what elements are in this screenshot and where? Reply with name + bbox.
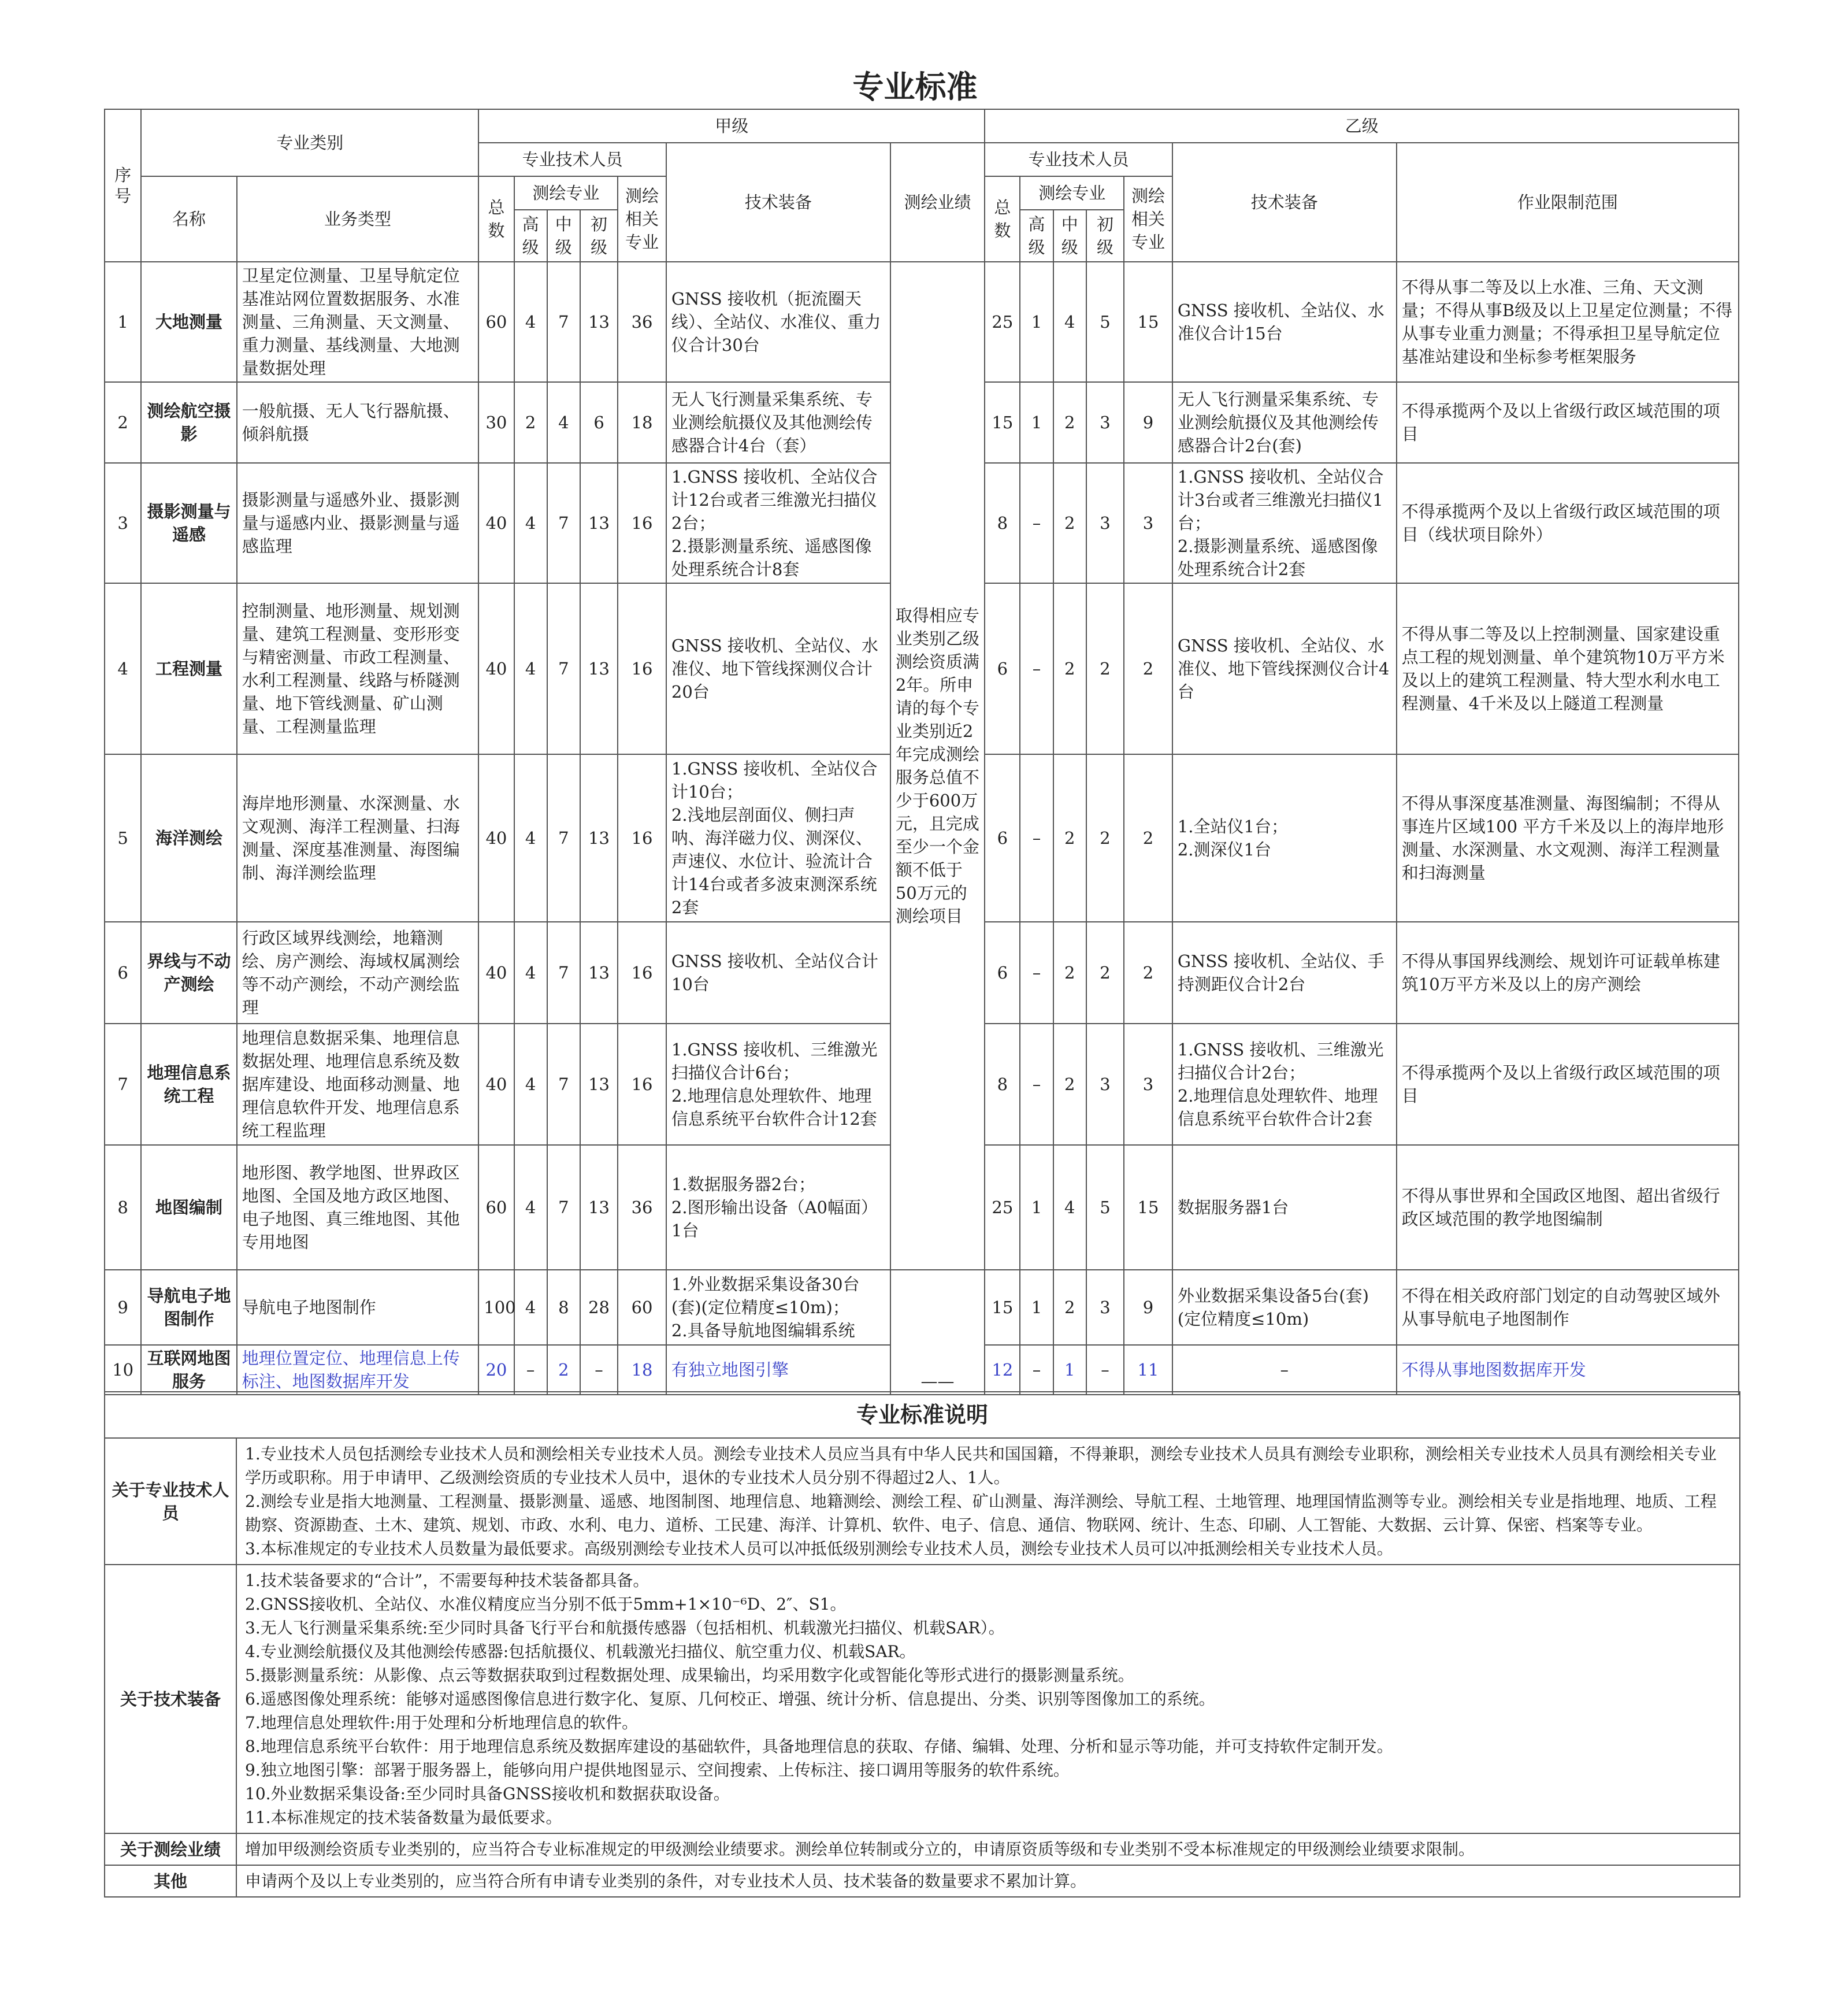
yi-equipment: 1.GNSS 接收机、三维激光扫描仪合计2台； 2.地理信息处理软件、地理信息系统平台软件合计2套 <box>1172 1024 1397 1145</box>
header-jia-total: 总数 <box>478 176 514 262</box>
yi-middle: 2 <box>1053 583 1086 754</box>
jia-equipment: 1.GNSS 接收机、全站仪合计12台或者三维激光扫描仪2台； 2.摄影测量系统、遥感图像处理系统合计8套 <box>666 463 890 583</box>
header-jia-senior: 高级 <box>514 210 547 262</box>
header-yi-total: 总数 <box>985 176 1020 262</box>
header-jia-middle: 中级 <box>547 210 580 262</box>
category-name: 测绘航空摄影 <box>141 382 236 463</box>
table-header <box>105 109 1739 262</box>
row-number: 2 <box>105 382 141 463</box>
jia-total: 40 <box>478 754 514 922</box>
yi-total: 6 <box>985 583 1020 754</box>
yi-middle: 2 <box>1053 754 1086 922</box>
business-type: 一般航摄、无人飞行器航摄、倾斜航摄 <box>237 382 479 463</box>
header-yi-senior: 高级 <box>1020 210 1053 262</box>
jia-middle: 7 <box>547 1024 580 1145</box>
yi-senior: 1 <box>1020 382 1053 463</box>
jia-total: 60 <box>478 262 514 382</box>
notes-title: 专业标准说明 <box>105 1392 1740 1438</box>
yi-total: 12 <box>985 1345 1020 1395</box>
jia-middle: 7 <box>547 922 580 1024</box>
notes-table <box>104 1391 1740 1898</box>
notes-row <box>105 1833 1740 1865</box>
jia-junior: 13 <box>580 463 618 583</box>
jia-senior: 4 <box>514 1145 547 1270</box>
header-category: 专业类别 <box>141 109 478 176</box>
notes-label: 关于专业技术人员 <box>105 1438 236 1565</box>
jia-senior: 4 <box>514 463 547 583</box>
jia-equipment: GNSS 接收机（扼流圈天线）、全站仪、水准仪、重力仪合计30台 <box>666 262 890 382</box>
yi-related: 15 <box>1124 1145 1172 1270</box>
notes-row <box>105 1865 1740 1897</box>
jia-middle: 7 <box>547 262 580 382</box>
notes-content <box>236 1438 1740 1565</box>
yi-related: 11 <box>1124 1345 1172 1395</box>
note-line: 1.专业技术人员包括测绘专业技术人员和测绘相关专业技术人员。测绘专业技术人员应当具有中华人民共和国国籍，不得兼职，测绘专业技术人员具有测绘专业职称，测绘相关专业技术人员具有测绘相关专业学历或职称。用于申请甲、乙级测绘资质的专业技术人员中，退休的专业技术人员分别不得超过2人、1人。 <box>245 1444 1717 1487</box>
category-name: 海洋测绘 <box>141 754 236 922</box>
jia-total: 40 <box>478 1024 514 1145</box>
yi-total: 15 <box>985 1270 1020 1345</box>
row-number: 7 <box>105 1024 141 1145</box>
jia-equipment: 1.GNSS 接收机、三维激光扫描仪合计6台； 2.地理信息处理软件、地理信息系统平台软件合计12套 <box>666 1024 890 1145</box>
yi-senior: – <box>1020 754 1053 922</box>
yi-middle: 2 <box>1053 382 1086 463</box>
jia-junior: 13 <box>580 1145 618 1270</box>
restriction: 不得从事二等及以上水准、三角、天文测量；不得从事B级及以上卫星定位测量；不得从事专业重力测量；不得承担卫星导航定位基准站建设和坐标参考框架服务 <box>1397 262 1739 382</box>
note-line: 2.测绘专业是指大地测量、工程测量、摄影测量、遥感、地图制图、地理信息、地籍测绘、测绘工程、矿山测量、海洋测绘、导航工程、土地管理、地理国情监测等专业。测绘相关专业是指地理、地质、工程勘察、资源勘查、土木、建筑、规划、市政、水利、电力、道桥、工民建、海洋、计算机、软件、电子、信息、通信、物联网、统计、生态、印刷、人工智能、大数据、云计算、保密、档案等专业。 <box>245 1492 1717 1535</box>
jia-junior: 28 <box>580 1270 618 1345</box>
jia-equipment: 1.GNSS 接收机、全站仪合计10台； 2.浅地层剖面仪、侧扫声呐、海洋磁力仪、测深仪、声速仪、水位计、验流计合计14台或者多波束测深系统2套 <box>666 754 890 922</box>
restriction: 不得承揽两个及以上省级行政区域范围的项目（线状项目除外） <box>1397 463 1739 583</box>
notes-content <box>236 1865 1740 1897</box>
restriction: 不得从事世界和全国政区地图、超出省级行政区域范围的教学地图编制 <box>1397 1145 1739 1270</box>
yi-senior: – <box>1020 1345 1053 1395</box>
note-line: 1.技术装备要求的“合计”，不需要每种技术装备都具备。 <box>245 1571 649 1590</box>
jia-related: 16 <box>618 463 666 583</box>
yi-total: 25 <box>985 1145 1020 1270</box>
header-yi-survey-major: 测绘专业 <box>1020 176 1124 210</box>
note-line: 5.摄影测量系统：从影像、点云等数据获取到过程数据处理、成果输出，均采用数字化或智能化等形式进行的摄影测量系统。 <box>245 1666 1134 1685</box>
yi-equipment: GNSS 接收机、全站仪、水准仪、地下管线探测仪合计4台 <box>1172 583 1397 754</box>
jia-related: 18 <box>618 1345 666 1395</box>
yi-junior: 2 <box>1086 754 1124 922</box>
yi-junior: 2 <box>1086 583 1124 754</box>
notes-body <box>105 1392 1740 1897</box>
yi-senior: – <box>1020 922 1053 1024</box>
header-yi-related: 测绘相关专业 <box>1124 176 1172 262</box>
yi-senior: – <box>1020 1024 1053 1145</box>
yi-senior: – <box>1020 583 1053 754</box>
yi-equipment: GNSS 接收机、全站仪、手持测距仪合计2台 <box>1172 922 1397 1024</box>
yi-middle: 2 <box>1053 922 1086 1024</box>
business-type: 海岸地形测量、水深测量、水文观测、海洋工程测量、扫海测量、深度基准测量、海图编制、海洋测绘监理 <box>237 754 479 922</box>
jia-equipment: 1.外业数据采集设备30台(套)(定位精度≤10m)； 2.具备导航地图编辑系统 <box>666 1270 890 1345</box>
restriction: 不得从事国界线测绘、规划许可证载单栋建筑10万平方米及以上的房产测绘 <box>1397 922 1739 1024</box>
yi-related: 3 <box>1124 1024 1172 1145</box>
jia-equipment: GNSS 接收机、全站仪合计10台 <box>666 922 890 1024</box>
note-line: 6.遥感图像处理系统：能够对遥感图像信息进行数字化、复原、几何校正、增强、统计分析、信息提出、分类、识别等图像加工的系统。 <box>245 1689 1215 1709</box>
jia-related: 16 <box>618 754 666 922</box>
notes-row <box>105 1438 1740 1565</box>
note-line: 8.地理信息系统平台软件：用于地理信息系统及数据库建设的基础软件，具备地理信息的获取、存储、编辑、处理、分析和显示等功能，并可支持软件定制开发。 <box>245 1737 1393 1756</box>
yi-total: 25 <box>985 262 1020 382</box>
jia-related: 16 <box>618 583 666 754</box>
yi-middle: 2 <box>1053 1024 1086 1145</box>
jia-senior: 2 <box>514 382 547 463</box>
jia-total: 100 <box>478 1270 514 1345</box>
jia-middle: 4 <box>547 382 580 463</box>
note-line: 2.GNSS接收机、全站仪、水准仪精度应当分别不低于5mm+1×10⁻⁶D、2″、S1。 <box>245 1595 847 1614</box>
note-line: 申请两个及以上专业类别的，应当符合所有申请专业类别的条件，对专业技术人员、技术装备的数量要求不累加计算。 <box>245 1872 1087 1891</box>
header-yi-equipment: 技术装备 <box>1172 143 1397 262</box>
jia-middle: 7 <box>547 754 580 922</box>
note-line: 增加甲级测绘资质专业类别的，应当符合专业标准规定的甲级测绘业绩要求。测绘单位转制或分立的，申请原资质等级和专业类别不受本标准规定的甲级测绘业绩要求限制。 <box>245 1840 1475 1859</box>
jia-senior: 4 <box>514 754 547 922</box>
notes-content <box>236 1833 1740 1865</box>
yi-middle: 2 <box>1053 463 1086 583</box>
notes-label: 关于技术装备 <box>105 1565 236 1833</box>
restriction: 不得从事地图数据库开发 <box>1397 1345 1739 1395</box>
table-row <box>105 262 1739 382</box>
yi-related: 2 <box>1124 754 1172 922</box>
row-number: 1 <box>105 262 141 382</box>
yi-junior: 2 <box>1086 922 1124 1024</box>
category-name: 导航电子地图制作 <box>141 1270 236 1345</box>
yi-total: 8 <box>985 1024 1020 1145</box>
note-line: 9.独立地图引擎：部署于服务器上，能够向用户提供地图显示、空间搜索、上传标注、接口调用等服务的软件系统。 <box>245 1761 1070 1780</box>
jia-senior: – <box>514 1345 547 1395</box>
yi-junior: 3 <box>1086 1024 1124 1145</box>
table-row <box>105 1270 1739 1345</box>
business-type: 地理位置定位、地理信息上传标注、地图数据库开发 <box>237 1345 479 1395</box>
note-line: 7.地理信息处理软件:用于处理和分析地理信息的软件。 <box>245 1713 639 1732</box>
page-title: 专业标准 <box>852 69 978 105</box>
jia-total: 40 <box>478 463 514 583</box>
yi-total: 8 <box>985 463 1020 583</box>
jia-middle: 7 <box>547 463 580 583</box>
notes-content <box>236 1565 1740 1833</box>
yi-senior: 1 <box>1020 1145 1053 1270</box>
yi-junior: 5 <box>1086 262 1124 382</box>
row-number: 9 <box>105 1270 141 1345</box>
business-type: 卫星定位测量、卫星导航定位基准站网位置数据服务、水准测量、三角测量、天文测量、重力测量、基线测量、大地测量数据处理 <box>237 262 479 382</box>
jia-middle: 7 <box>547 583 580 754</box>
jia-equipment: 有独立地图引擎 <box>666 1345 890 1395</box>
yi-related: 3 <box>1124 463 1172 583</box>
row-number: 3 <box>105 463 141 583</box>
yi-senior: 1 <box>1020 262 1053 382</box>
business-type: 行政区域界线测绘，地籍测绘、房产测绘、海域权属测绘等不动产测绘，不动产测绘监理 <box>237 922 479 1024</box>
jia-related: 36 <box>618 1145 666 1270</box>
jia-junior: 13 <box>580 922 618 1024</box>
yi-total: 6 <box>985 922 1020 1024</box>
category-name: 大地测量 <box>141 262 236 382</box>
jia-senior: 4 <box>514 1270 547 1345</box>
yi-equipment: 外业数据采集设备5台(套)(定位精度≤10m) <box>1172 1270 1397 1345</box>
yi-middle: 1 <box>1053 1345 1086 1395</box>
jia-equipment: 1.数据服务器2台； 2.图形输出设备（A0幅面）1台 <box>666 1145 890 1270</box>
notes-label: 关于测绘业绩 <box>105 1833 236 1865</box>
jia-total: 30 <box>478 382 514 463</box>
yi-junior: 3 <box>1086 1270 1124 1345</box>
jia-equipment: GNSS 接收机、全站仪、水准仪、地下管线探测仪合计20台 <box>666 583 890 754</box>
note-line: 10.外业数据采集设备:至少同时具备GNSS接收机和数据获取设备。 <box>245 1784 730 1803</box>
yi-junior: – <box>1086 1345 1124 1395</box>
jia-junior: 13 <box>580 754 618 922</box>
business-type: 控制测量、地形测量、规划测量、建筑工程测量、变形形变与精密测量、市政工程测量、水利工程测量、线路与桥隧测量、地下管线测量、矿山测量、工程测量监理 <box>237 583 479 754</box>
header-yi-middle: 中级 <box>1053 210 1086 262</box>
notes-label: 其他 <box>105 1865 236 1897</box>
header-yi-junior: 初级 <box>1086 210 1124 262</box>
jia-total: 20 <box>478 1345 514 1395</box>
category-name: 工程测量 <box>141 583 236 754</box>
jia-performance: 取得相应专业类别乙级测绘资质满2年。所申请的每个专业类别近2年完成测绘服务总值不少于600万元，且完成至少一个金额不低于50万元的测绘项目 <box>890 262 985 1270</box>
jia-related: 16 <box>618 922 666 1024</box>
jia-related: 18 <box>618 382 666 463</box>
yi-related: 15 <box>1124 262 1172 382</box>
note-line: 3.本标准规定的专业技术人员数量为最低要求。高级别测绘专业技术人员可以冲抵低级别测绘专业技术人员，测绘专业技术人员可以冲抵测绘相关专业技术人员。 <box>245 1539 1393 1558</box>
jia-related: 36 <box>618 262 666 382</box>
jia-equipment: 无人飞行测量采集系统、专业测绘航摄仪及其他测绘传感器合计4台（套） <box>666 382 890 463</box>
yi-total: 15 <box>985 382 1020 463</box>
jia-junior: 13 <box>580 262 618 382</box>
header-seq: 序号 <box>105 109 141 262</box>
row-number: 4 <box>105 583 141 754</box>
category-name: 地理信息系统工程 <box>141 1024 236 1145</box>
note-line: 11.本标准规定的技术装备数量为最低要求。 <box>245 1808 562 1827</box>
restriction: 不得从事二等及以上控制测量、国家建设重点工程的规划测量、单个建筑物10万平方米及以上的建筑工程测量、特大型水利水电工程测量、4千米及以上隧道工程测量 <box>1397 583 1739 754</box>
header-jia-equipment: 技术装备 <box>666 143 890 262</box>
jia-junior: – <box>580 1345 618 1395</box>
business-type: 摄影测量与遥感外业、摄影测量与遥感内业、摄影测量与遥感监理 <box>237 463 479 583</box>
category-name: 互联网地图服务 <box>141 1345 236 1395</box>
jia-middle: 8 <box>547 1270 580 1345</box>
yi-related: 2 <box>1124 922 1172 1024</box>
jia-total: 40 <box>478 922 514 1024</box>
jia-total: 40 <box>478 583 514 754</box>
category-name: 摄影测量与遥感 <box>141 463 236 583</box>
jia-junior: 13 <box>580 1024 618 1145</box>
category-name: 界线与不动产测绘 <box>141 922 236 1024</box>
yi-junior: 3 <box>1086 463 1124 583</box>
header-jia-performance: 测绘业绩 <box>890 143 985 262</box>
jia-senior: 4 <box>514 1024 547 1145</box>
row-number: 10 <box>105 1345 141 1395</box>
restriction: 不得承揽两个及以上省级行政区域范围的项目 <box>1397 382 1739 463</box>
jia-total: 60 <box>478 1145 514 1270</box>
jia-related: 60 <box>618 1270 666 1345</box>
restriction: 不得在相关政府部门划定的自动驾驶区域外从事导航电子地图制作 <box>1397 1270 1739 1345</box>
note-line: 3.无人飞行测量采集系统:至少同时具备飞行平台和航摄传感器（包括相机、机载激光扫描仪、机载SAR）。 <box>245 1618 1005 1637</box>
yi-middle: 4 <box>1053 262 1086 382</box>
yi-equipment: 1.全站仪1台； 2.测深仪1台 <box>1172 754 1397 922</box>
table-body <box>105 262 1739 1395</box>
yi-junior: 5 <box>1086 1145 1124 1270</box>
row-number: 6 <box>105 922 141 1024</box>
header-yi-staff: 专业技术人员 <box>985 143 1172 176</box>
jia-senior: 4 <box>514 922 547 1024</box>
restriction: 不得承揽两个及以上省级行政区域范围的项目 <box>1397 1024 1739 1145</box>
yi-equipment: GNSS 接收机、全站仪、水准仪合计15台 <box>1172 262 1397 382</box>
jia-middle: 2 <box>547 1345 580 1395</box>
yi-middle: 2 <box>1053 1270 1086 1345</box>
restriction: 不得从事深度基准测量、海图编制；不得从事连片区域100 平方千米及以上的海岸地形测量、水深测量、水文观测、海洋工程测量和扫海测量 <box>1397 754 1739 922</box>
header-jia-staff: 专业技术人员 <box>478 143 666 176</box>
yi-senior: 1 <box>1020 1270 1053 1345</box>
yi-equipment: 无人飞行测量采集系统、专业测绘航摄仪及其他测绘传感器合计2台(套) <box>1172 382 1397 463</box>
standards-table <box>104 109 1739 1395</box>
jia-junior: 13 <box>580 583 618 754</box>
category-name: 地图编制 <box>141 1145 236 1270</box>
jia-performance-row9: —— <box>890 1270 985 1395</box>
note-line: 4.专业测绘航摄仪及其他测绘传感器:包括航摄仪、机载激光扫描仪、航空重力仪、机载SAR。 <box>245 1642 916 1661</box>
yi-junior: 3 <box>1086 382 1124 463</box>
yi-equipment: – <box>1172 1345 1397 1395</box>
business-type: 地理信息数据采集、地理信息数据处理、地理信息系统及数据库建设、地面移动测量、地理信息软件开发、地理信息系统工程监理 <box>237 1024 479 1145</box>
header-name: 名称 <box>141 176 236 262</box>
header-jia-survey-major: 测绘专业 <box>514 176 618 210</box>
jia-senior: 4 <box>514 583 547 754</box>
jia-related: 16 <box>618 1024 666 1145</box>
yi-total: 6 <box>985 754 1020 922</box>
business-type: 地形图、教学地图、世界政区地图、全国及地方政区地图、电子地图、真三维地图、其他专用地图 <box>237 1145 479 1270</box>
jia-middle: 7 <box>547 1145 580 1270</box>
yi-related: 9 <box>1124 1270 1172 1345</box>
yi-related: 2 <box>1124 583 1172 754</box>
row-number: 8 <box>105 1145 141 1270</box>
header-yi: 乙级 <box>985 109 1739 143</box>
header-business: 业务类型 <box>237 176 479 262</box>
yi-equipment: 1.GNSS 接收机、全站仪合计3台或者三维激光扫描仪1台； 2.摄影测量系统、遥感图像处理系统合计2套 <box>1172 463 1397 583</box>
header-jia-related: 测绘相关专业 <box>618 176 666 262</box>
row-number: 5 <box>105 754 141 922</box>
notes-row <box>105 1565 1740 1833</box>
yi-middle: 4 <box>1053 1145 1086 1270</box>
yi-related: 9 <box>1124 382 1172 463</box>
business-type: 导航电子地图制作 <box>237 1270 479 1345</box>
yi-senior: – <box>1020 463 1053 583</box>
jia-senior: 4 <box>514 262 547 382</box>
header-jia-junior: 初级 <box>580 210 618 262</box>
yi-equipment: 数据服务器1台 <box>1172 1145 1397 1270</box>
header-jia: 甲级 <box>478 109 985 143</box>
header-restriction: 作业限制范围 <box>1397 143 1739 262</box>
jia-junior: 6 <box>580 382 618 463</box>
